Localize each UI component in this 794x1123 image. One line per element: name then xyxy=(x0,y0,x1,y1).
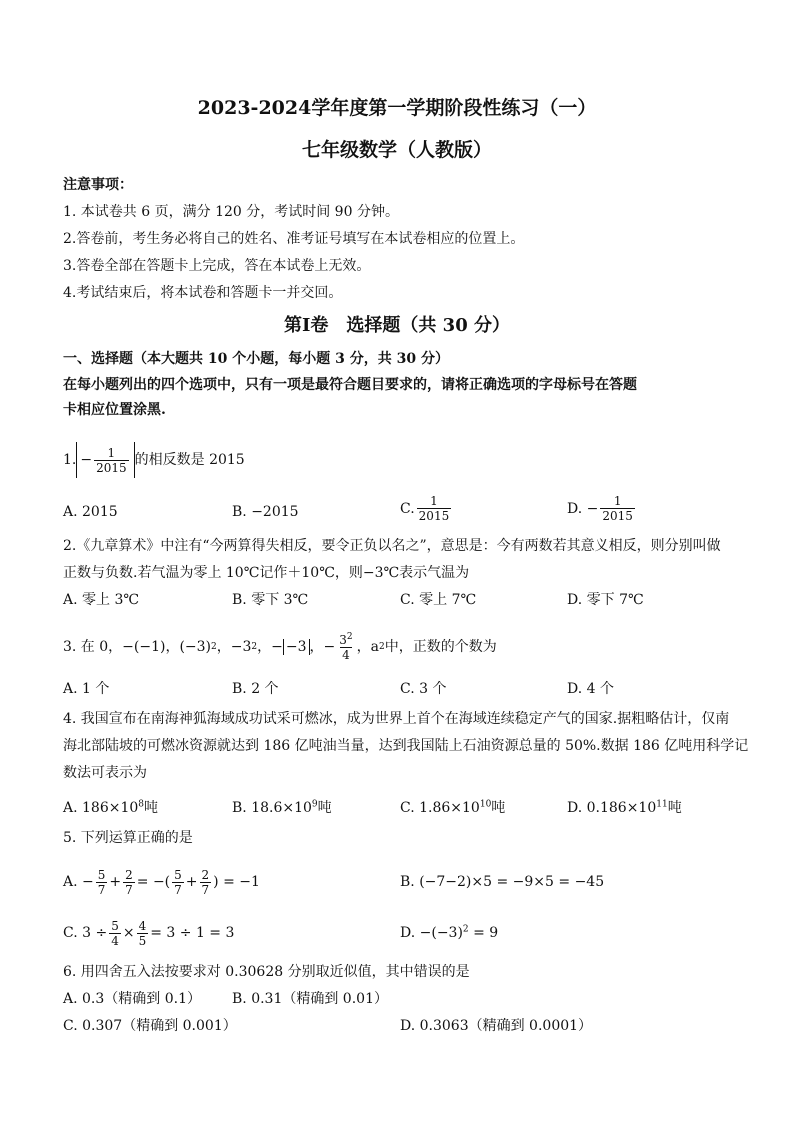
q5-option-a xyxy=(63,862,260,902)
q6-option-c: C. 0.307（精确到 0.001） xyxy=(63,1018,237,1034)
question-3-stem: 3. 在 0，−(−1)，(−3) 2 ，−3 2 ，− −3 ，− $\frac{3^2}{4}$ ，a 2 中，正数的个数为 xyxy=(63,631,497,662)
q1-option-d-label: D. − xyxy=(567,500,599,517)
q1-minus: − xyxy=(80,452,93,468)
q5-a-plus-2: + xyxy=(185,874,198,890)
q6-option-b: B. 0.31（精确到 0.01） xyxy=(232,991,388,1007)
q5-c-frac-2-num: 4 xyxy=(138,918,147,933)
q5-c-times: × xyxy=(122,925,135,941)
q1-option-d xyxy=(567,494,637,523)
q4-line-3: 数法可表示为 xyxy=(63,765,147,781)
q3-fraction-exp: 2 xyxy=(346,631,353,642)
q4-option-d-exp: 11 xyxy=(656,799,668,810)
q6-stem: 6. 用四舍五入法按要求对 0.30628 分别取近似值，其中错误的是 xyxy=(63,964,470,980)
part-note: （本大题共 10 个小题，每小题 3 分，共 30 分） xyxy=(133,351,449,367)
q5-a-frac-3-den: 7 xyxy=(174,882,182,897)
section-title: 第Ⅰ卷 选择题（共 30 分） xyxy=(283,315,510,336)
q5-c-frac-1-den: 4 xyxy=(111,933,119,948)
q1-option-c xyxy=(400,494,453,523)
q1-text: 的相反数是 2015 xyxy=(134,452,245,468)
q4-option-c-base: C. 1.86×10 xyxy=(400,800,480,816)
note-item-1: 1. 本试卷共 6 页，满分 120 分，考试时间 90 分钟。 xyxy=(63,204,399,220)
q4-line-2: 海北部陆坡的可燃冰资源就达到 186 亿吨油当量，达到我国陆上石油资源总量的 50%.数据 186 亿吨用科学记 xyxy=(63,738,749,754)
q1-option-c-label: C. xyxy=(400,500,415,517)
q4-option-d-unit: 吨 xyxy=(667,800,682,816)
q3-abs-value: −3 xyxy=(283,639,310,655)
q2-option-a: A. 零上 3℃ xyxy=(63,592,140,608)
q1-option-b: B. −2015 xyxy=(232,504,299,520)
q5-c-frac-2-den: 5 xyxy=(138,933,147,948)
q2-option-b: B. 零下 3℃ xyxy=(232,592,309,608)
question-1-stem xyxy=(63,440,245,480)
q4-option-c-exp: 10 xyxy=(479,799,492,810)
q5-a-frac-4 xyxy=(200,868,212,897)
q5-a-frac-1-den: 7 xyxy=(97,882,106,897)
q4-option-b-exp: 9 xyxy=(311,799,318,810)
q3-option-d: D. 4 个 xyxy=(567,681,614,697)
q1-option-c-denominator: 2015 xyxy=(418,509,450,523)
q5-option-d xyxy=(400,924,498,942)
q3-fraction-numerator-base: 3 xyxy=(339,632,347,647)
q5-d-exp: 2 xyxy=(462,924,469,935)
q1-fraction-numerator: 1 xyxy=(107,445,116,460)
q3-option-c: C. 3 个 xyxy=(400,681,447,697)
part-heading xyxy=(63,350,449,368)
q3-seg-3: ，− xyxy=(257,639,283,655)
q5-a-frac-2-num: 2 xyxy=(125,867,133,882)
q2-option-c: C. 零上 7℃ xyxy=(400,592,477,608)
q5-option-c xyxy=(63,913,234,953)
q5-c-frac-2 xyxy=(137,919,149,948)
q5-c-tail: = 3 ÷ 1 = 3 xyxy=(150,925,235,941)
instruction-line-1: 在每小题列出的四个选项中，只有一项是最符合题目要求的，请将正确选项的字母标号在答题 xyxy=(63,377,637,393)
q5-c-frac-1-num: 5 xyxy=(111,918,119,933)
q4-option-a-base: A. 186×10 xyxy=(63,800,139,816)
q5-a-frac-3 xyxy=(172,868,184,897)
exam-title: 2023-2024学年度第一学期阶段性练习（一） xyxy=(197,97,597,119)
q1-option-c-fraction xyxy=(417,494,452,523)
q4-option-a xyxy=(63,799,158,817)
q3-fraction xyxy=(337,633,354,662)
q5-a-frac-1 xyxy=(96,868,108,897)
q5-a-result: ) = −1 xyxy=(213,874,260,890)
q3-option-a: A. 1 个 xyxy=(63,681,110,697)
note-item-3: 3.答卷全部在答题卡上完成，答在本试卷上无效。 xyxy=(63,258,371,274)
q1-number: 1. xyxy=(63,452,77,468)
q4-option-c-unit: 吨 xyxy=(491,800,506,816)
q2-option-d: D. 零下 7℃ xyxy=(567,592,644,608)
q3-tail: 中，正数的个数为 xyxy=(384,639,497,655)
q5-a-frac-2-den: 7 xyxy=(125,882,133,897)
q3-seg-5: ，a xyxy=(356,639,379,655)
q4-option-a-unit: 吨 xyxy=(144,800,159,816)
note-item-4: 4.考试结束后，将本试卷和答题卡一并交回。 xyxy=(63,285,343,301)
q3-seg-2: ，−3 xyxy=(216,639,252,655)
q5-c-frac-1 xyxy=(109,919,121,948)
q5-a-frac-4-den: 7 xyxy=(201,882,210,897)
q1-option-d-denominator: 2015 xyxy=(602,509,633,523)
q5-a-plus-1: + xyxy=(109,874,122,890)
q5-c-label: C. 3 ÷ xyxy=(63,925,108,941)
q1-fraction xyxy=(94,446,129,475)
q5-stem: 5. 下列运算正确的是 xyxy=(63,830,193,846)
q1-absolute-value xyxy=(76,442,134,478)
q6-option-a: A. 0.3（精确到 0.1） xyxy=(63,991,201,1007)
q5-option-b: B. (−7−2)×5 = −9×5 = −45 xyxy=(400,874,605,890)
q1-fraction-denominator: 2015 xyxy=(96,460,127,475)
q1-option-d-numerator: 1 xyxy=(613,494,622,508)
q5-a-frac-3-num: 5 xyxy=(174,867,182,882)
q1-option-c-numerator: 1 xyxy=(430,494,438,508)
q2-line-2: 正数与负数.若气温为零上 10℃记作＋10℃，则−3℃表示气温为 xyxy=(63,565,470,581)
q4-option-b-unit: 吨 xyxy=(317,800,332,816)
q5-d-tail: = 9 xyxy=(468,925,499,941)
q5-a-frac-1-num: 5 xyxy=(97,867,106,882)
q3-seg-4: ，− xyxy=(309,639,336,655)
part-title: 一、选择题 xyxy=(63,351,133,367)
q6-option-d: D. 0.3063（精确到 0.0001） xyxy=(400,1018,593,1034)
q4-option-a-exp: 8 xyxy=(138,799,145,810)
q5-d-lead: D. −(−3) xyxy=(400,925,463,941)
notes-heading: 注意事项： xyxy=(63,177,133,193)
q3-fraction-denominator: 4 xyxy=(342,647,350,662)
q1-option-d-fraction xyxy=(600,494,635,523)
q4-option-b-base: B. 18.6×10 xyxy=(232,800,312,816)
q5-a-frac-2 xyxy=(123,868,135,897)
note-item-2: 2.答卷前，考生务必将自己的姓名、准考证号填写在本试卷相应的位置上。 xyxy=(63,231,525,247)
q4-option-d-base: D. 0.186×10 xyxy=(567,800,657,816)
q5-a-eq: = −( xyxy=(136,874,171,890)
q1-option-a: A. 2015 xyxy=(63,504,118,520)
q4-option-b xyxy=(232,799,332,817)
q3-lead: 3. 在 0，−(−1)，(−3) xyxy=(63,639,212,655)
q5-a-frac-4-num: 2 xyxy=(201,867,210,882)
q3-fraction-numerator xyxy=(337,633,354,647)
instruction-line-2: 卡相应位置涂黑. xyxy=(63,402,166,418)
q3-option-b: B. 2 个 xyxy=(232,681,279,697)
exam-subtitle: 七年级数学（人教版） xyxy=(301,139,492,161)
q4-option-c xyxy=(400,799,505,817)
q5-a-label: A. − xyxy=(63,874,94,890)
q4-line-1: 4. 我国宣布在南海神狐海域成功试采可燃冰，成为世界上首个在海域连续稳定产气的国家.据粗略估计，仅南 xyxy=(63,711,730,727)
q2-line-1: 2.《九章算术》中注有“今两算得失相反，要令正负以名之”，意思是：今有两数若其意义相反，则分别叫做 xyxy=(63,538,721,554)
q4-option-d xyxy=(567,799,682,817)
